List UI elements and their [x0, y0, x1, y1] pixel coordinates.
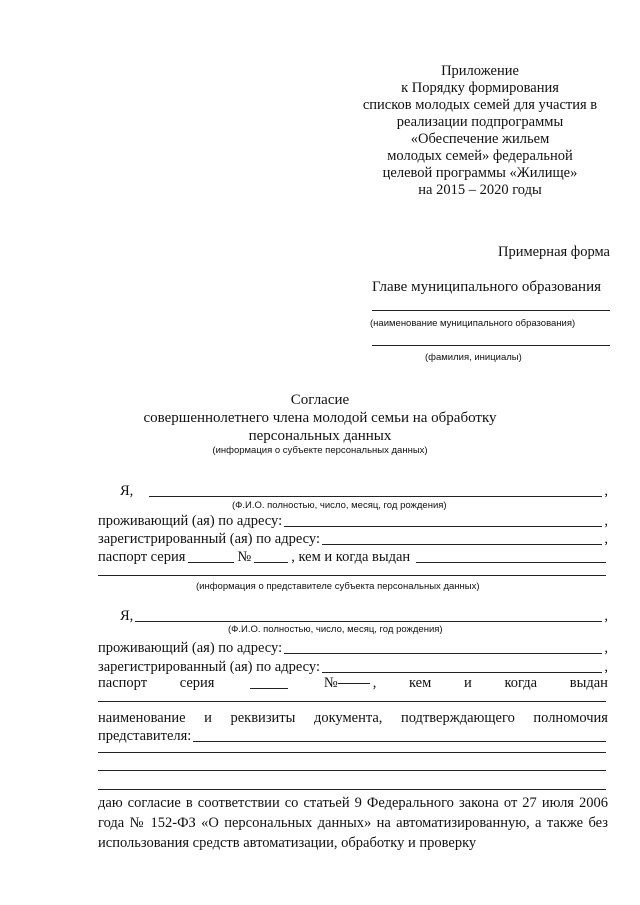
rep-residing-field[interactable] — [284, 639, 602, 654]
rep-fio-caption: (Ф.И.О. полностью, число, месяц, год рождения) — [228, 624, 443, 635]
comma: , — [604, 608, 608, 624]
consent-subtitle-1: совершеннолетнего члена молодой семьи на обработку — [143, 410, 497, 426]
rep-fio-row — [98, 605, 608, 625]
passport-issued-field[interactable] — [416, 548, 606, 563]
doc-word: полномочия — [533, 710, 608, 726]
appendix-line: целевой программы «Жилище» — [382, 165, 578, 181]
rep-document-field[interactable] — [193, 727, 606, 742]
comma: , — [604, 513, 608, 529]
appendix-line: молодых семей» федеральной — [387, 148, 573, 164]
municipality-caption: (наименование муниципального образования) — [370, 318, 576, 329]
municipality-line[interactable] — [372, 310, 610, 311]
rep-i-label: Я, — [120, 608, 134, 624]
doc-word: подтверждающего — [400, 710, 515, 726]
rep-residing-row — [98, 637, 608, 657]
comma: , — [604, 640, 608, 656]
subject-residing-row — [98, 510, 608, 530]
appendix-header — [340, 63, 620, 199]
subject-fio-caption: (Ф.И.О. полностью, число, месяц, год рождения) — [232, 500, 447, 511]
subject-i-label: Я, — [120, 483, 134, 499]
rep-passport-row — [98, 672, 608, 692]
passport-number-field[interactable] — [254, 548, 288, 563]
passport-word: паспорт — [98, 675, 148, 691]
rep-passport-series-field[interactable] — [250, 674, 288, 689]
subject-passport-row — [98, 546, 608, 566]
consent-paragraph: даю согласие в соответствии со статьей 9 Федерального закона от 27 июля 2006 года № 152-ФЗ «О персональных данных» на автоматизированную, а также без использования средств автоматизации, обработку и проверку — [98, 795, 608, 851]
subject-info-caption: (информация о субъекте персональных данных) — [212, 445, 428, 456]
head-name-line[interactable] — [372, 345, 610, 346]
passport-word: и — [463, 675, 472, 691]
appendix-line: к Порядку формирования — [401, 80, 559, 96]
rep-document-line-2[interactable] — [98, 752, 606, 753]
rep-doc-row — [98, 707, 608, 727]
representative-info-caption: (информация о представителе субъекта персональных данных) — [196, 581, 480, 592]
consent-subtitle-2: персональных данных — [248, 428, 392, 444]
passport-word: когда — [504, 675, 538, 691]
passport-word: , — [372, 675, 377, 691]
passport-issued-line-2[interactable] — [98, 575, 606, 576]
residing-label: проживающий (ая) по адресу: — [98, 640, 283, 656]
issued-label: , кем и когда выдан — [291, 549, 411, 565]
sample-form-label: Примерная форма — [497, 244, 610, 260]
head-name-caption: (фамилия, инициалы) — [425, 352, 522, 363]
appendix-line: «Обеспечение жильем — [410, 131, 550, 147]
registered-label: зарегистрированный (ая) по адресу: — [98, 659, 320, 675]
passport-word: № — [323, 675, 338, 691]
passport-word: серия — [179, 675, 215, 691]
subject-registered-row — [98, 528, 608, 548]
appendix-line: на 2015 – 2020 годы — [418, 182, 542, 198]
rep-document-line-3[interactable] — [98, 770, 606, 771]
subject-fio-row — [98, 480, 608, 500]
appendix-line: реализации подпрограммы — [396, 114, 564, 130]
number-sign: № — [237, 549, 252, 565]
rep-fio-field[interactable] — [135, 607, 602, 622]
doc-word: реквизиты — [230, 710, 296, 726]
doc-word: наименование — [98, 710, 186, 726]
registered-label: зарегистрированный (ая) по адресу: — [98, 531, 320, 547]
appendix-line: Приложение — [441, 63, 519, 79]
doc-word: документа, — [313, 710, 383, 726]
addressee-title: Главе муниципального образования — [372, 279, 602, 295]
rep-passport-line-2[interactable] — [98, 701, 606, 702]
passport-word: выдан — [569, 675, 608, 691]
rep-document-line-4[interactable] — [98, 789, 606, 790]
subject-registered-field[interactable] — [322, 530, 602, 545]
subject-residing-field[interactable] — [284, 512, 602, 527]
representative-label: представителя: — [98, 728, 192, 744]
rep-passport-number-field[interactable] — [338, 669, 370, 684]
rep-label-row — [98, 725, 608, 745]
passport-series-field[interactable] — [188, 548, 234, 563]
appendix-line: списков молодых семей для участия в — [362, 97, 598, 113]
passport-label: паспорт серия — [98, 549, 186, 565]
comma: , — [604, 659, 608, 675]
comma: , — [604, 531, 608, 547]
consent-title: Согласие — [290, 392, 350, 408]
passport-word: кем — [409, 675, 432, 691]
residing-label: проживающий (ая) по адресу: — [98, 513, 283, 529]
subject-fio-field[interactable] — [149, 482, 602, 497]
comma: , — [604, 483, 608, 499]
doc-word: и — [204, 710, 212, 726]
